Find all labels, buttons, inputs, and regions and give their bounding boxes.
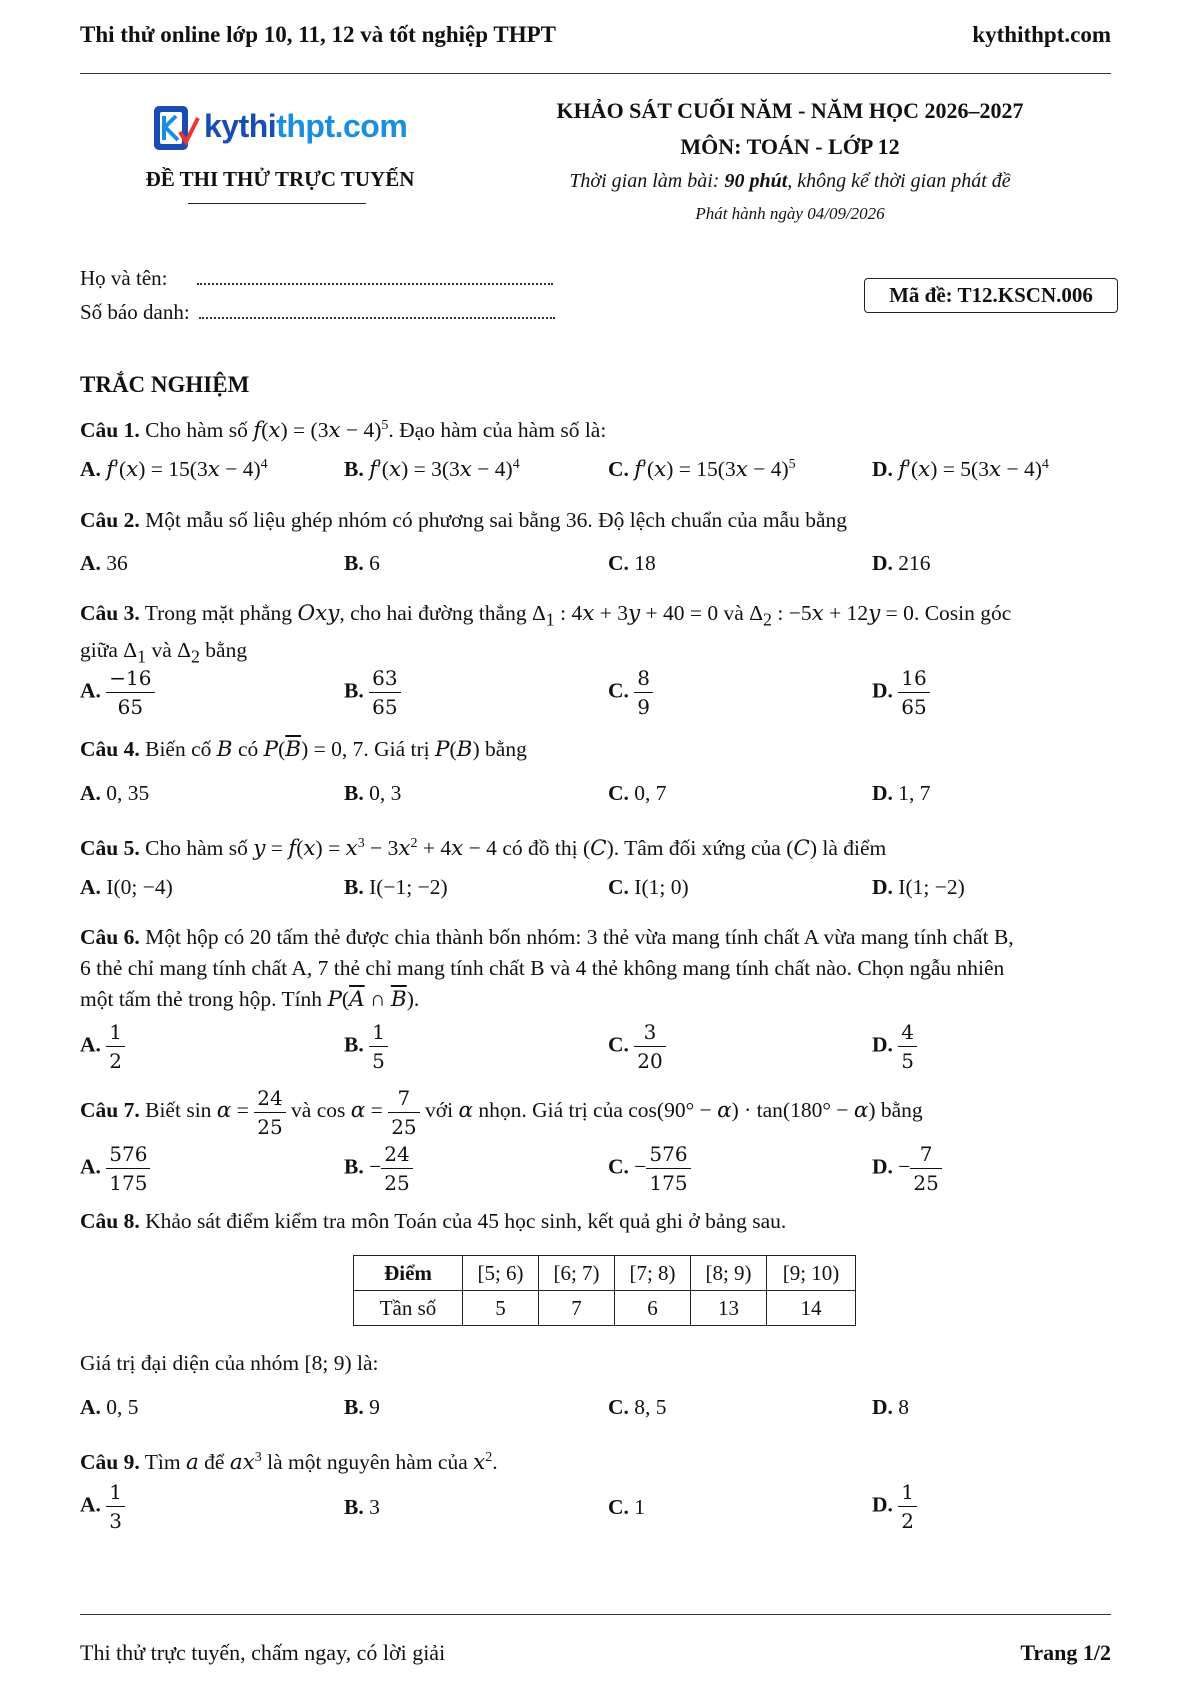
exam-time: Thời gian làm bài: 90 phút, không kể thời gian phát đề bbox=[569, 170, 1011, 192]
q4-option-b[interactable]: B. 0, 3 bbox=[344, 781, 402, 805]
logo-text: kythithpt.com bbox=[204, 108, 408, 144]
q9-option-a[interactable]: A. $\frac{1}{3}$ bbox=[80, 1478, 125, 1535]
q8-option-b[interactable]: B. 9 bbox=[344, 1395, 380, 1419]
q7-option-c[interactable]: C. − $\frac{576}{175}$ bbox=[608, 1140, 691, 1197]
table-header: [8; 9) bbox=[691, 1256, 767, 1291]
question-5: Câu 5. Cho hàm số $y = f(x) = x^3 - 3x^2 + 4x - 4$ có đồ thị (C). Tâm đối xứng của (C) là điểm bbox=[80, 836, 887, 862]
score-table bbox=[353, 1255, 856, 1326]
header-right: kythithpt.com bbox=[972, 22, 1111, 47]
q4-option-c[interactable]: C. 0, 7 bbox=[608, 781, 667, 805]
q1-option-a[interactable]: A. $f'(x) = 15(3x - 4)^4$ bbox=[80, 457, 268, 483]
q1-option-b[interactable]: B. $f'(x) = 3(3x - 4)^4$ bbox=[344, 457, 520, 483]
table-cell: 13 bbox=[691, 1291, 767, 1326]
q7-option-b[interactable]: B. − $\frac{24}{25}$ bbox=[344, 1140, 413, 1197]
question-1: Câu 1. Cho hàm số $f(x) = (3x - 4)^5$. Đạo hàm của hàm số là: bbox=[80, 418, 607, 444]
question-4: Câu 4. Biến cố B có $P(\overline{B}) = 0$, 7. Giá trị P(B) bằng bbox=[80, 737, 527, 762]
q6-option-d[interactable]: D. $\frac{4}{5}$ bbox=[872, 1018, 917, 1075]
logo-icon bbox=[152, 102, 200, 154]
q7-option-d[interactable]: D. − $\frac{7}{25}$ bbox=[872, 1140, 942, 1197]
table-header: Điểm bbox=[354, 1256, 463, 1291]
exam-date: Phát hành ngày 04/09/2026 bbox=[695, 204, 885, 223]
q2-option-a[interactable]: A. 36 bbox=[80, 551, 128, 575]
q5-option-d[interactable]: D. I(1; −2) bbox=[872, 875, 965, 899]
q6-option-a[interactable]: A. $\frac{1}{2}$ bbox=[80, 1018, 125, 1075]
table-cell: 14 bbox=[767, 1291, 856, 1326]
q5-option-c[interactable]: C. I(1; 0) bbox=[608, 875, 689, 899]
header-left: Thi thử online lớp 10, 11, 12 và tốt nghiệp THPT bbox=[80, 22, 556, 47]
table-cell: 7 bbox=[539, 1291, 615, 1326]
q4-option-d[interactable]: D. 1, 7 bbox=[872, 781, 931, 805]
q3-option-d[interactable]: D. $\frac{16}{65}$ bbox=[872, 664, 930, 721]
table-header: [7; 8) bbox=[615, 1256, 691, 1291]
q5-option-a[interactable]: A. I(0; −4) bbox=[80, 875, 173, 899]
q2-option-d[interactable]: D. 216 bbox=[872, 551, 931, 575]
tagline-rule bbox=[188, 203, 366, 204]
question-7: Câu 7. Biết sin α = $\frac{24}{25}$ và cos α = $\frac{7}{25}$ với α nhọn. Giá trị của cos(90° − α) · tan(180° − α) bằng bbox=[80, 1085, 923, 1139]
question-3: Câu 3. Trong mặt phẳng Oxy, cho hai đường thẳng $\Delta_1$ : 4x + 3y + 40 = 0 và $\Delta_2$ : −5x + 12y = 0. Cosin góc giữa $\Delta_1$ và $\Delta_2$ bằng bbox=[80, 601, 1012, 667]
q1-option-c[interactable]: C. $f'(x) = 15(3x - 4)^5$ bbox=[608, 457, 796, 483]
q7-option-a[interactable]: A. $\frac{576}{175}$ bbox=[80, 1140, 150, 1197]
q8-option-d[interactable]: D. 8 bbox=[872, 1395, 910, 1419]
q3-option-a[interactable]: A. $\frac{-16}{65}$ bbox=[80, 664, 155, 721]
q6-option-b[interactable]: B. $\frac{1}{5}$ bbox=[344, 1018, 388, 1075]
q2-option-b[interactable]: B. 6 bbox=[344, 551, 380, 575]
q8-option-a[interactable]: A. 0, 5 bbox=[80, 1395, 139, 1419]
q3-option-c[interactable]: C. $\frac{8}{9}$ bbox=[608, 664, 653, 721]
q3-option-b[interactable]: B. $\frac{63}{65}$ bbox=[344, 664, 401, 721]
question-2: Câu 2. Một mẫu số liệu ghép nhóm có phương sai bằng 36. Độ lệch chuẩn của mẫu bằng bbox=[80, 508, 848, 532]
question-8-prompt: Giá trị đại diện của nhóm [8; 9) là: bbox=[80, 1351, 379, 1375]
exam-subject: MÔN: TOÁN - LỚP 12 bbox=[680, 134, 900, 159]
id-field[interactable]: Số báo danh: bbox=[80, 300, 555, 325]
table-cell: 6 bbox=[615, 1291, 691, 1326]
table-header: [9; 10) bbox=[767, 1256, 856, 1291]
table-cell: 5 bbox=[463, 1291, 539, 1326]
name-field[interactable]: Họ và tên: bbox=[80, 266, 553, 291]
question-8: Câu 8. Khảo sát điểm kiểm tra môn Toán của 45 học sinh, kết quả ghi ở bảng sau. bbox=[80, 1209, 787, 1233]
exam-code: Mã đề: T12.KSCN.006 bbox=[864, 278, 1118, 313]
q6-option-c[interactable]: C. $\frac{3}{20}$ bbox=[608, 1018, 666, 1075]
q8-option-c[interactable]: C. 8, 5 bbox=[608, 1395, 667, 1419]
table-header: [5; 6) bbox=[463, 1256, 539, 1291]
question-6: Câu 6. Một hộp có 20 tấm thẻ được chia thành bốn nhóm: 3 thẻ vừa mang tính chất A vừa mang tính chất B, 6 thẻ chỉ mang tính chất A, 7 thẻ chỉ mang tính chất B và 4 thẻ không mang tính chất nào. Chọn ngẫu nhiên một tấm thẻ trong hộp. Tính $P(\overline{A}$ ∩ $\overline{B}$). bbox=[80, 925, 1014, 1012]
q1-option-d[interactable]: D. $f'(x) = 5(3x - 4)^4$ bbox=[872, 457, 1049, 483]
q9-option-b[interactable]: B. 3 bbox=[344, 1495, 380, 1519]
q2-option-c[interactable]: C. 18 bbox=[608, 551, 656, 575]
q5-option-b[interactable]: B. I(−1; −2) bbox=[344, 875, 448, 899]
q4-option-a[interactable]: A. 0, 35 bbox=[80, 781, 150, 805]
section-title: TRẮC NGHIỆM bbox=[80, 372, 250, 397]
question-9: Câu 9. Tìm a để $ax^3$ là một nguyên hàm của $x^2$. bbox=[80, 1450, 498, 1476]
logo-tagline: ĐỀ THI THỬ TRỰC TUYẾN bbox=[145, 167, 415, 191]
table-header: [6; 7) bbox=[539, 1256, 615, 1291]
q9-option-c[interactable]: C. 1 bbox=[608, 1495, 646, 1519]
header-rule bbox=[80, 73, 1111, 74]
table-cell: Tần số bbox=[354, 1291, 463, 1326]
q9-option-d[interactable]: D. $\frac{1}{2}$ bbox=[872, 1478, 917, 1535]
page-number: Trang 1/2 bbox=[1020, 1640, 1111, 1665]
footer-left: Thi thử trực tuyến, chấm ngay, có lời giải bbox=[80, 1640, 446, 1665]
footer-rule bbox=[80, 1614, 1111, 1615]
exam-title: KHẢO SÁT CUỐI NĂM - NĂM HỌC 2026–2027 bbox=[556, 98, 1024, 123]
